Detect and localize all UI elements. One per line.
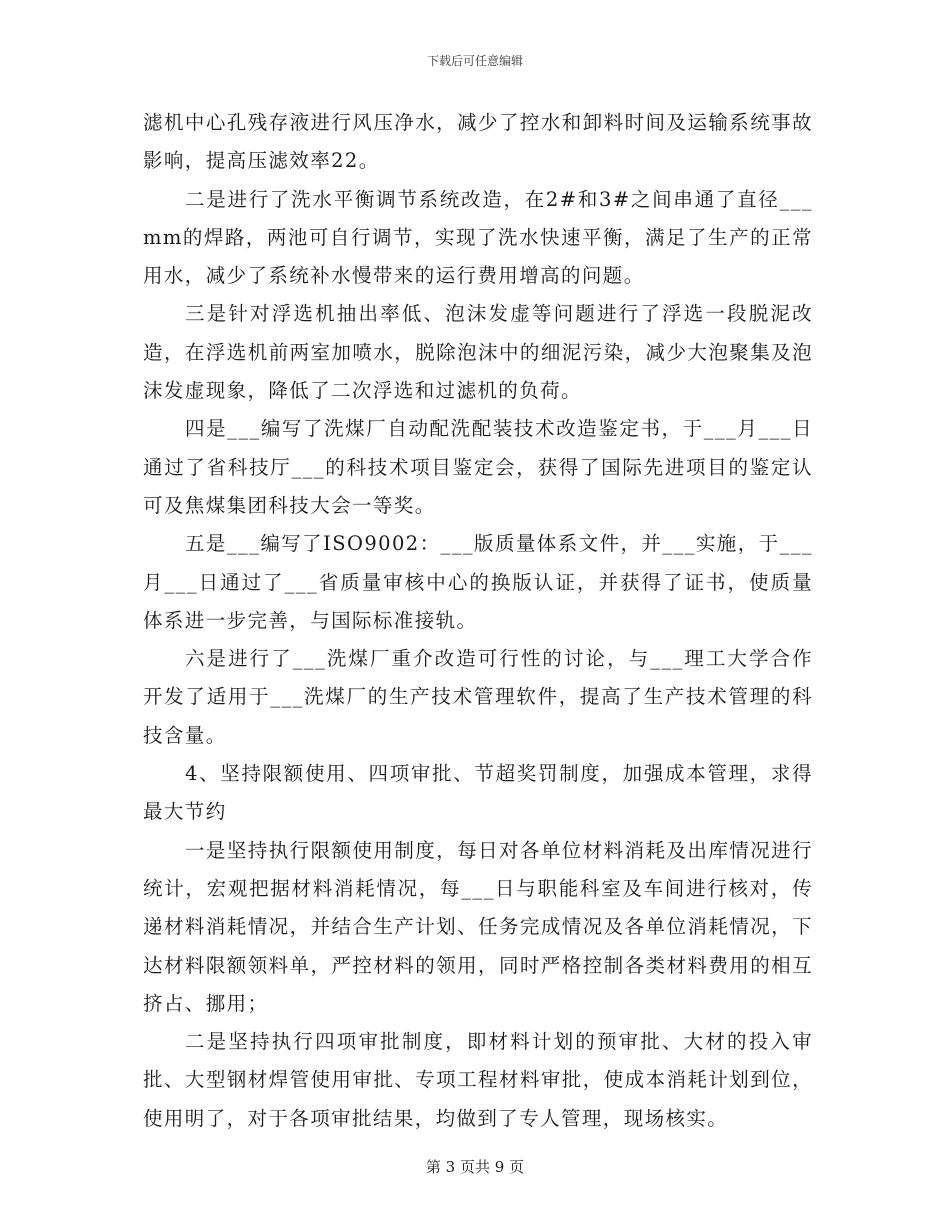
section-heading-4: 4、坚持限额使用、四项审批、节超奖罚制度，加强成本管理，求得最大节约 [143, 762, 813, 824]
paragraph-5: 五是___编写了ISO9002：___版质量体系文件，并___实施，于___月___日通过了___省质量审核中心的换版认证，并获得了证书，使质量体系进一步完善，与国际标准接轨。 [143, 532, 813, 632]
document-body [143, 104, 813, 1138]
paragraph-2: 二是进行了洗水平衡调节系统改造，在2#和3#之间串通了直径___mm的焊路，两池可自行调节，实现了洗水快速平衡，满足了生产的正常用水，减少了系统补水慢带来的运行费用增高的问题。 [143, 187, 813, 288]
paragraph-3: 三是针对浮选机抽出率低、泡沫发虚等问题进行了浮选一段脱泥改造，在浮选机前两室加喷水，脱除泡沫中的细泥污染，减少大泡聚集及泡沫发虚现象，降低了二次浮选和过滤机的负荷。 [143, 302, 813, 403]
page-number-footer: 第 3 页共 9 页 [425, 1158, 525, 1176]
page-header: 下载后可任意编辑 [426, 54, 523, 68]
paragraph-7: 一是坚持执行限额使用制度，每日对各单位材料消耗及出库情况进行统计，宏观把据材料消耗情况，每___日与职能科室及车间进行核对，传递材料消耗情况，并结合生产计划、任务完成情况及各单位消耗情况，下达材料限额领料单，严控材料的领用，同时严格控制各类材料费用的相互挤占、挪用； [143, 838, 813, 1015]
paragraph-8: 二是坚持执行四项审批制度，即材料计划的预审批、大材的投入审批、大型钢材焊管使用审批、专项工程材料审批，使成本消耗计划到位，使用明了，对于各项审批结果，均做到了专人管理，现场核实。 [143, 1030, 813, 1130]
paragraph-1: 滤机中心孔残存液进行风压净水，减少了控水和卸料时间及运输系统事故影响，提高压滤效率22。 [143, 111, 813, 173]
paragraph-4: 四是___编写了洗煤厂自动配洗配装技术改造鉴定书，于___月___日通过了省科技厅___的科技术项目鉴定会，获得了国际先进项目的鉴定认可及焦煤集团科技大会一等奖。 [143, 417, 813, 517]
paragraph-6: 六是进行了___洗煤厂重介改造可行性的讨论，与___理工大学合作开发了适用于___洗煤厂的生产技术管理软件，提高了生产技术管理的科技含量。 [143, 647, 813, 747]
